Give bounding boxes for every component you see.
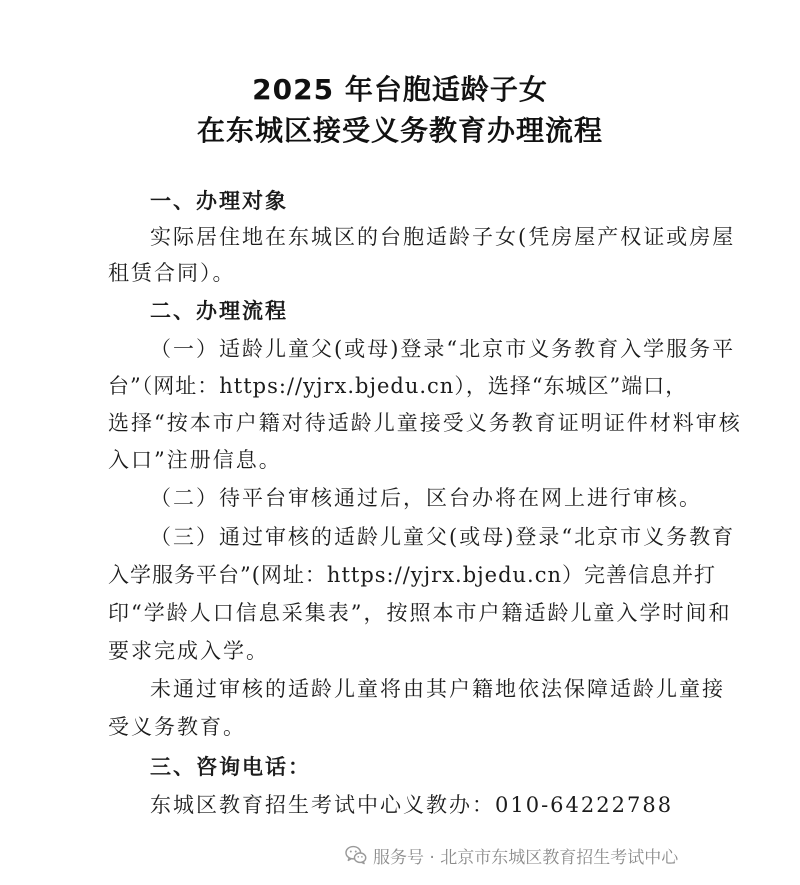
step1-line: 选择“按本市户籍对待适龄儿童接受义务教育证明证件材料审核 [108, 411, 742, 435]
step1-line: 台”（网址：https://yjrx.bjedu.cn），选择“东城区”端口， [108, 374, 688, 398]
section2-heading: 二、办理流程 [150, 299, 288, 323]
step2-line: （二）待平台审核通过后，区台办将在网上进行审核。 [150, 486, 702, 510]
step3-line: 印“学龄人口信息采集表”，按照本市户籍适龄儿童入学时间和 [108, 601, 732, 625]
wechat-icon [345, 845, 367, 865]
footer-text: 服务号 · 北京市东城区教育招生考试中心 [373, 847, 679, 868]
note-line: 未通过审核的适龄儿童将由其户籍地依法保障适龄儿童接 [150, 677, 725, 701]
section1-line: 实际居住地在东城区的台胞适龄子女(凭房屋产权证或房屋 [150, 225, 736, 249]
section3-heading: 三、咨询电话： [150, 755, 311, 779]
section1-line: 租赁合同）。 [108, 261, 236, 285]
note-line: 受义务教育。 [108, 715, 246, 739]
step1-line: 入口”注册信息。 [108, 448, 282, 472]
title-line-2: 在东城区接受义务教育办理流程 [196, 114, 603, 147]
title-line-1: 2025 年台胞适龄子女 [252, 73, 548, 106]
step3-line: 入学服务平台”(网址：https://yjrx.bjedu.cn）完善信息并打 [108, 563, 717, 587]
step3-line: 要求完成入学。 [108, 639, 269, 663]
footer-watermark [345, 842, 678, 868]
step3-line: （三）通过审核的适龄儿童父(或母)登录“北京市义务教育 [150, 525, 736, 549]
section1-heading: 一、办理对象 [150, 189, 288, 213]
step1-line: （一）适龄儿童父(或母)登录“北京市义务教育入学服务平 [150, 337, 736, 361]
consult-phone-line: 东城区教育招生考试中心义教办：010-64222788 [150, 793, 674, 817]
